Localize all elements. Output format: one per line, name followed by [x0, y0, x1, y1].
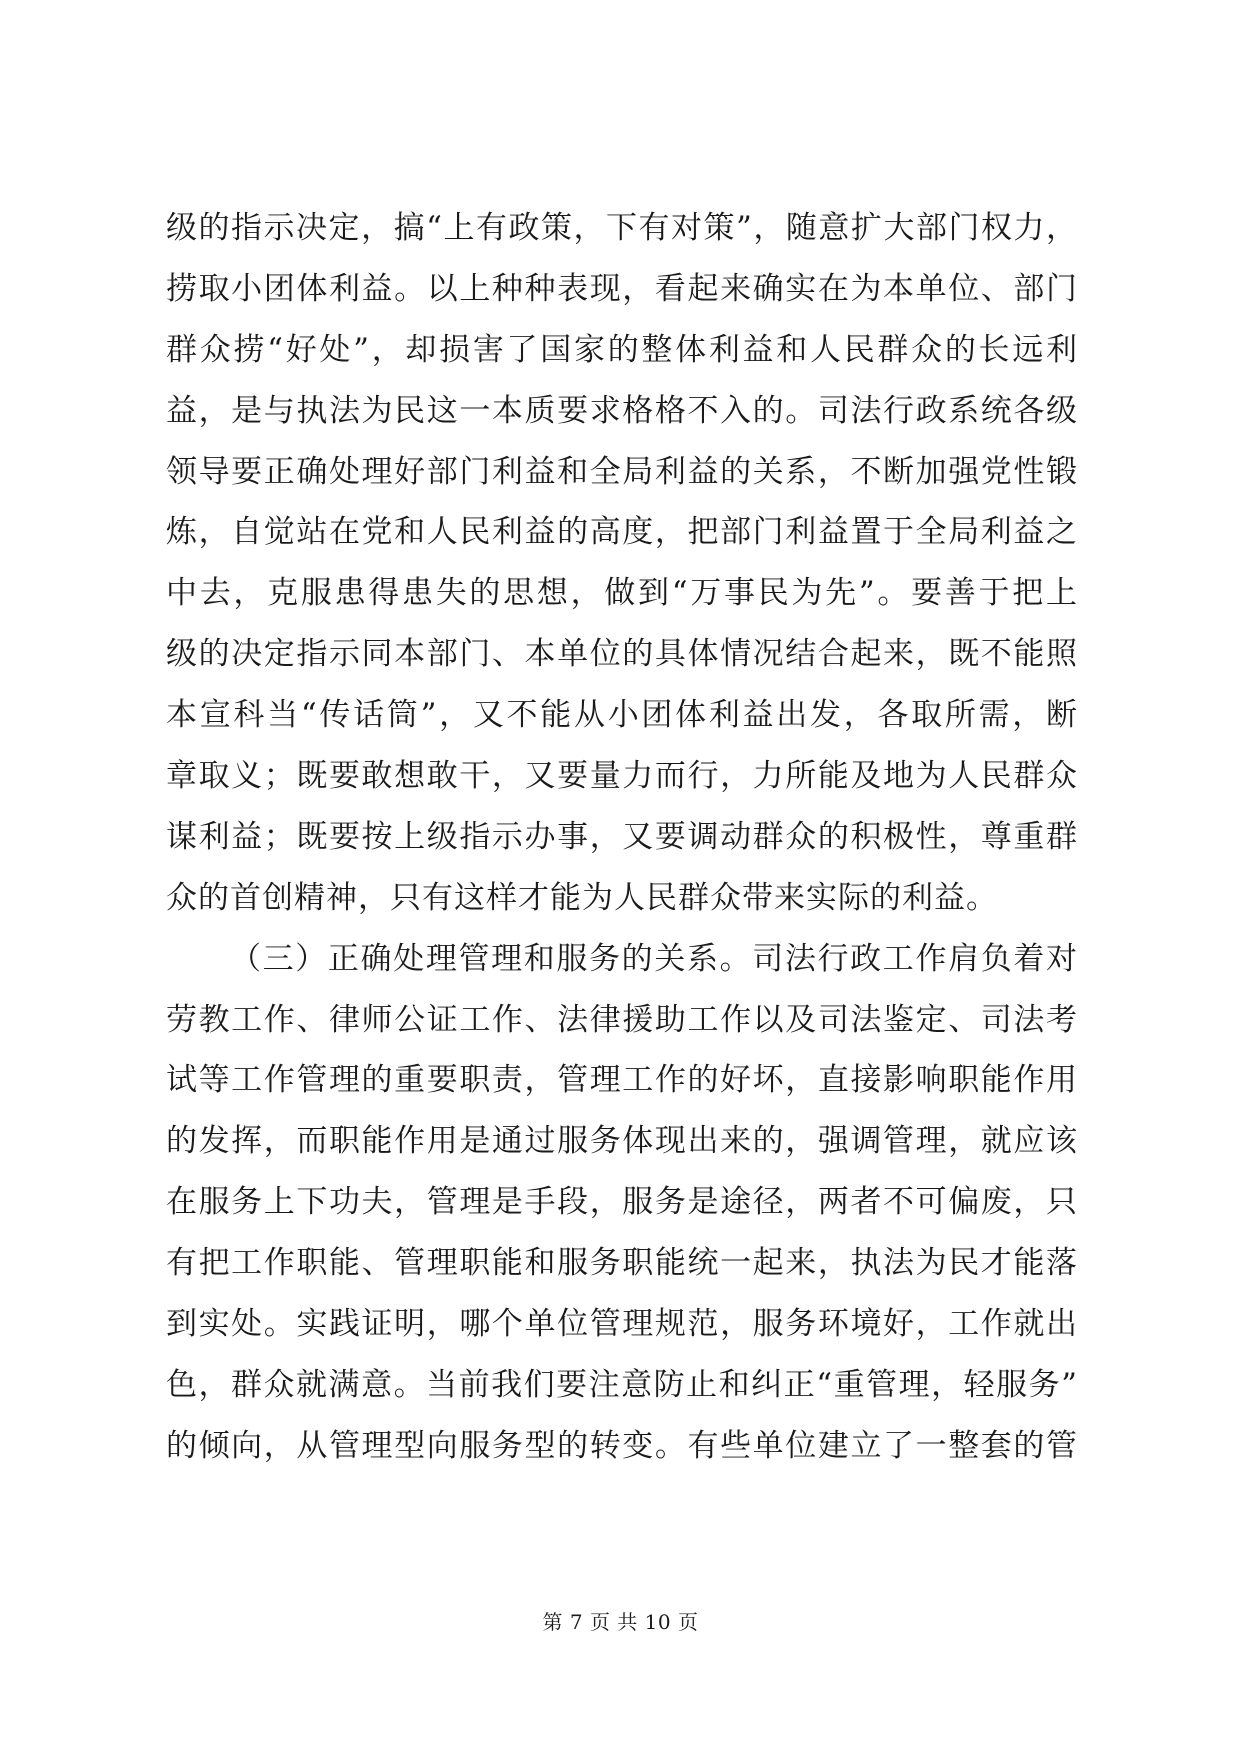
section-heading-line: （三）正确处理管理和服务的关系。司法行政工作肩负着对 — [230, 940, 1078, 977]
text-line: 领导要正确处理好部门利益和全局利益的关系，不断加强党性锻 — [166, 453, 1078, 490]
text-line: 捞取小团体利益。以上种种表现，看起来确实在为本单位、部门 — [166, 270, 1078, 307]
text-line: 益，是与执法为民这一本质要求格格不入的。司法行政系统各级 — [166, 392, 1078, 429]
text-line: 本宣科当“传话筒”，又不能从小团体利益出发，各取所需，断 — [166, 697, 1078, 734]
text-line: 在服务上下功夫，管理是手段，服务是途径，两者不可偏废，只 — [166, 1184, 1078, 1221]
text-line: 试等工作管理的重要职责，管理工作的好坏，直接影响职能作用 — [166, 1062, 1078, 1099]
text-line: 劳教工作、律师公证工作、法律援助工作以及司法鉴定、司法考 — [166, 1001, 1078, 1038]
text-line: 到实处。实践证明，哪个单位管理规范，服务环境好，工作就出 — [166, 1306, 1078, 1343]
page-number-footer: 第 7 页 共 10 页 — [542, 1610, 699, 1634]
text-line: 群众捞“好处”，却损害了国家的整体利益和人民群众的长远利 — [166, 331, 1078, 368]
text-line: 级的指示决定，搞“上有政策，下有对策”，随意扩大部门权力， — [166, 210, 1078, 246]
text-line: 的发挥，而职能作用是通过服务体现出来的，强调管理，就应该 — [166, 1123, 1078, 1160]
text-line: 章取义；既要敢想敢干，又要量力而行，力所能及地为人民群众 — [166, 758, 1078, 795]
text-line: 级的决定指示同本部门、本单位的具体情况结合起来，既不能照 — [166, 636, 1078, 673]
text-line: 的倾向，从管理型向服务型的转变。有些单位建立了一整套的管 — [166, 1427, 1078, 1464]
text-line: 色，群众就满意。当前我们要注意防止和纠正“重管理，轻服务” — [166, 1366, 1078, 1403]
text-line: 众的首创精神，只有这样才能为人民群众带来实际的利益。 — [166, 879, 998, 916]
text-line: 炼，自觉站在党和人民利益的高度，把部门利益置于全局利益之 — [166, 514, 1078, 551]
text-line: 中去，克服患得患失的思想，做到“万事民为先”。要善于把上 — [166, 575, 1078, 612]
text-line: 谋利益；既要按上级指示办事，又要调动群众的积极性，尊重群 — [166, 818, 1078, 855]
text-line: 有把工作职能、管理职能和服务职能统一起来，执法为民才能落 — [166, 1245, 1078, 1282]
body-text — [166, 198, 1078, 1477]
